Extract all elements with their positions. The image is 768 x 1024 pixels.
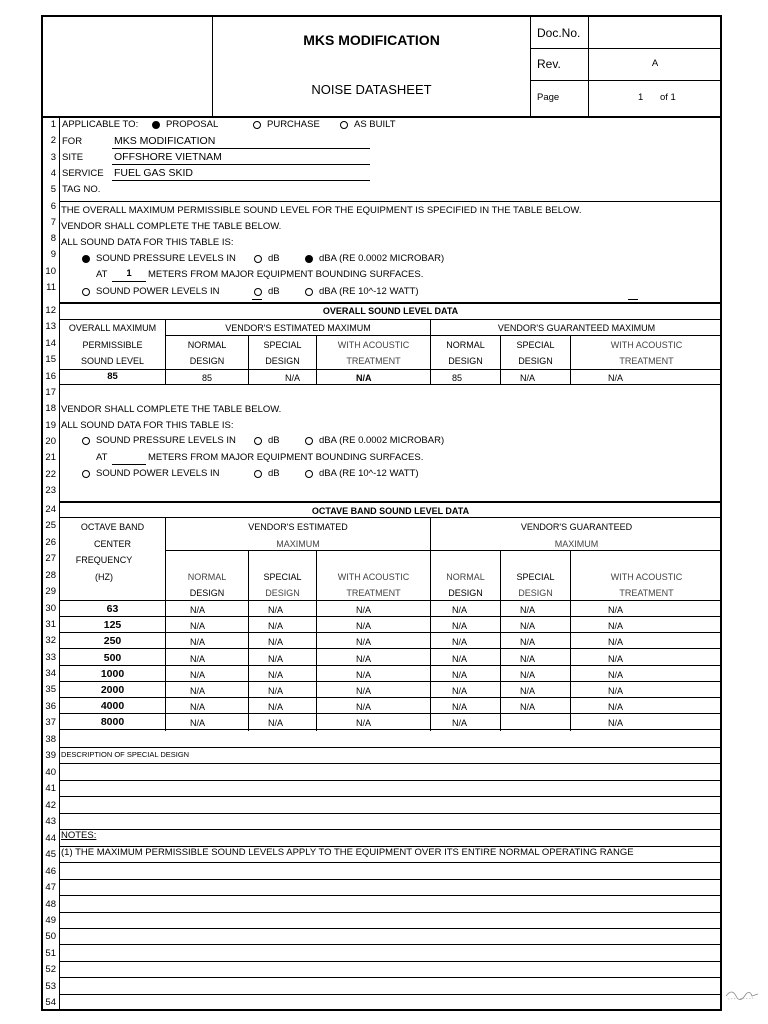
row-number: 20 <box>45 436 56 447</box>
row-number: 31 <box>45 619 56 630</box>
octave-band-value: 500 <box>103 651 122 664</box>
octave-cell-value[interactable]: N/A <box>520 702 536 713</box>
acoustic-header: TREATMENT <box>346 588 401 598</box>
octave-cell-value[interactable]: N/A <box>190 669 206 680</box>
db-radio[interactable] <box>254 255 262 263</box>
row-number: 44 <box>45 832 56 844</box>
row-number: 42 <box>45 799 56 811</box>
overall-value[interactable]: N/A <box>608 373 624 383</box>
db-radio-4[interactable] <box>254 470 262 478</box>
octave-cell-value[interactable]: N/A <box>268 718 284 729</box>
row-number: 9 <box>50 249 56 261</box>
row-number: 30 <box>45 603 56 614</box>
octave-row-line <box>59 681 722 682</box>
octave-row-line <box>59 713 722 714</box>
page-value: 1 <box>638 92 644 103</box>
row-number: 33 <box>45 652 56 663</box>
row-number: 35 <box>45 684 56 695</box>
doc-subtitle: NOISE DATASHEET <box>311 82 432 97</box>
octave-band-value: 250 <box>103 635 122 648</box>
dba-watt-radio-2[interactable] <box>305 470 313 478</box>
row-number: 50 <box>45 931 56 943</box>
row-number: 25 <box>45 520 56 531</box>
row-number: 47 <box>45 882 56 894</box>
row-number: 23 <box>45 485 56 496</box>
row-number: 14 <box>45 338 56 349</box>
octave-cell-value[interactable]: N/A <box>608 669 624 680</box>
db-label: dB <box>268 253 280 264</box>
header-divider <box>530 80 722 81</box>
octave-cell-value[interactable]: N/A <box>608 653 624 664</box>
acoustic-header: TREATMENT <box>619 588 674 598</box>
octave-cell-value[interactable]: N/A <box>190 702 206 713</box>
row-number: 29 <box>45 586 56 597</box>
db-radio-3[interactable] <box>254 437 262 445</box>
at-value[interactable]: 1 <box>126 268 132 279</box>
normal-design-header: DESIGN <box>189 588 225 598</box>
table-top-line <box>59 501 722 503</box>
statement-line-8: ALL SOUND DATA FOR THIS TABLE IS: <box>61 237 234 248</box>
row-number: 43 <box>45 816 56 828</box>
octave-band-value: 2000 <box>100 684 125 696</box>
row-number: 12 <box>45 305 56 316</box>
statement-line-7: VENDOR SHALL COMPLETE THE TABLE BELOW. <box>61 221 282 232</box>
row-number: 1 <box>50 119 56 130</box>
octave-cell-value[interactable]: N/A <box>452 605 468 615</box>
row-number: 6 <box>50 200 56 212</box>
octave-row-line <box>59 616 722 617</box>
octave-band-header: (HZ) <box>95 572 113 582</box>
signature-mark <box>722 984 762 1004</box>
octave-cell-value[interactable]: N/A <box>268 621 284 632</box>
table-line <box>59 517 722 518</box>
row-number: 13 <box>45 321 56 332</box>
overall-value[interactable]: N/A <box>356 373 372 383</box>
acoustic-header: WITH ACOUSTIC <box>337 572 410 582</box>
octave-cell-value[interactable]: N/A <box>190 637 206 648</box>
overall-value[interactable]: N/A <box>285 373 301 383</box>
proposal-radio[interactable] <box>152 121 160 129</box>
header-bottom-line <box>41 116 722 118</box>
special-design-label: DESCRIPTION OF SPECIAL DESIGN <box>61 750 190 759</box>
swl-label-2: SOUND POWER LEVELS IN <box>96 468 220 479</box>
octave-cell-value[interactable]: N/A <box>356 702 372 713</box>
notes-label: NOTES: <box>61 830 97 841</box>
octave-cell-value[interactable]: N/A <box>452 718 468 729</box>
at-label-2: AT <box>96 452 108 463</box>
header-divider <box>530 16 531 116</box>
octave-cell-value[interactable]: N/A <box>608 702 624 713</box>
row-number: 48 <box>45 898 56 910</box>
octave-band-header: OCTAVE BAND <box>80 522 145 532</box>
row-line <box>59 912 722 913</box>
overall-header: OVERALL MAXIMUM <box>68 323 157 333</box>
row-line <box>59 862 722 863</box>
table-line <box>59 369 722 370</box>
acoustic-header: TREATMENT <box>346 356 401 366</box>
row-number: 49 <box>45 914 56 926</box>
octave-cell-value[interactable]: N/A <box>520 637 536 648</box>
rev-label: Rev. <box>537 57 561 71</box>
vendor-estimated-header: VENDOR'S ESTIMATED MAXIMUM <box>225 323 371 333</box>
statement-line-18: VENDOR SHALL COMPLETE THE TABLE BELOW. <box>61 404 282 415</box>
dba-watt-radio[interactable] <box>305 288 313 296</box>
octave-cell-value[interactable]: N/A <box>356 686 372 696</box>
octave-cell-value[interactable]: N/A <box>356 669 372 680</box>
rev-value: A <box>651 58 659 69</box>
mark-line <box>252 299 262 300</box>
db-label-2: dB <box>268 286 280 297</box>
octave-cell-value[interactable]: N/A <box>268 702 284 713</box>
dba-micro-radio-2[interactable] <box>305 437 313 445</box>
octave-band-value: 125 <box>103 619 122 632</box>
octave-band-header: FREQUENCY <box>75 555 133 565</box>
as-built-radio[interactable] <box>340 121 348 129</box>
octave-cell-value[interactable]: N/A <box>520 653 536 664</box>
acoustic-header: WITH ACOUSTIC <box>337 340 410 350</box>
octave-cell-value[interactable]: N/A <box>190 621 206 632</box>
spl-radio[interactable] <box>82 255 90 263</box>
row-number: 53 <box>45 980 56 992</box>
special-design-header: SPECIAL <box>516 572 555 582</box>
acoustic-header: WITH ACOUSTIC <box>610 340 683 350</box>
spl-label-2: SOUND PRESSURE LEVELS IN <box>96 435 236 446</box>
normal-design-header: NORMAL <box>187 340 227 350</box>
octave-cell-value[interactable]: N/A <box>268 653 284 664</box>
dba-micro-radio[interactable] <box>305 255 313 263</box>
spl-radio-2[interactable] <box>82 437 90 445</box>
row-number: 36 <box>45 701 56 712</box>
row-line <box>59 813 722 814</box>
special-design-header: DESIGN <box>518 588 553 598</box>
octave-cell-value[interactable]: N/A <box>520 669 536 680</box>
vendor-estimated-header: MAXIMUM <box>276 539 320 549</box>
swl-radio-2[interactable] <box>82 470 90 478</box>
octave-band-value: 1000 <box>100 667 125 680</box>
header-divider <box>212 16 213 116</box>
octave-cell-value[interactable]: N/A <box>608 621 624 632</box>
octave-cell-value[interactable]: N/A <box>190 686 206 696</box>
octave-cell-value[interactable]: N/A <box>608 718 624 729</box>
tag-label: TAG NO. <box>62 184 101 195</box>
row-number: 7 <box>50 216 56 228</box>
acoustic-header: TREATMENT <box>619 356 674 366</box>
octave-band-value: 63 <box>106 603 119 615</box>
row-number: 17 <box>45 387 56 398</box>
octave-cell-value[interactable]: N/A <box>356 605 372 615</box>
row-number: 21 <box>45 452 56 463</box>
row-number: 38 <box>45 734 56 745</box>
vendor-guaranteed-header: MAXIMUM <box>554 539 599 549</box>
octave-cell-value[interactable]: N/A <box>190 718 206 729</box>
special-design-header: DESIGN <box>265 588 300 598</box>
octave-cell-value[interactable]: N/A <box>356 637 372 648</box>
statement-line-19: ALL SOUND DATA FOR THIS TABLE IS: <box>61 420 234 431</box>
octave-band-value: 4000 <box>100 700 125 713</box>
row-number: 2 <box>50 135 56 147</box>
row-number: 45 <box>45 849 56 861</box>
row-number: 10 <box>45 265 56 277</box>
row-number: 8 <box>50 233 56 245</box>
row-number: 34 <box>45 668 56 679</box>
overall-value[interactable]: N/A <box>520 373 536 383</box>
normal-design-header: NORMAL <box>446 340 485 350</box>
octave-cell-value[interactable]: N/A <box>452 686 468 696</box>
db-label-4: dB <box>268 468 280 479</box>
octave-cell-value[interactable]: N/A <box>452 653 468 664</box>
octave-band-header: CENTER <box>93 539 131 549</box>
row-number: 16 <box>45 371 56 382</box>
overall-header: SOUND LEVEL <box>80 356 145 366</box>
service-label: SERVICE <box>62 168 104 179</box>
dba-watt-label: dBA (RE 10^-12 WATT) <box>319 286 419 297</box>
row-line <box>59 796 722 797</box>
meters-label-2: METERS FROM MAJOR EQUIPMENT BOUNDING SURFACES. <box>148 452 424 463</box>
row-line <box>59 763 722 764</box>
table-top-line <box>59 302 722 304</box>
normal-design-header: DESIGN <box>189 356 225 366</box>
row-line <box>59 829 722 830</box>
row-number: 4 <box>50 167 56 179</box>
octave-row-line <box>59 632 722 633</box>
overall-header: PERMISSIBLE <box>82 340 143 350</box>
as-built-label: AS BUILT <box>354 119 396 130</box>
swl-radio[interactable] <box>82 288 90 296</box>
meters-label: METERS FROM MAJOR EQUIPMENT BOUNDING SURFACES. <box>148 269 424 280</box>
overall-value[interactable]: 85 <box>452 373 463 383</box>
row-number: 26 <box>45 537 56 548</box>
special-design-header: DESIGN <box>518 356 553 366</box>
row-line <box>59 961 722 962</box>
octave-table-title: OCTAVE BAND SOUND LEVEL DATA <box>311 506 470 516</box>
octave-cell-value[interactable]: N/A <box>268 669 284 680</box>
row-number: 19 <box>45 420 56 431</box>
row-line <box>59 928 722 929</box>
note-1: (1) THE MAXIMUM PERMISSIBLE SOUND LEVELS APPLY TO THE EQUIPMENT OVER ITS ENTIRE NORMAL OPERATING RANGE <box>61 847 634 858</box>
vendor-guaranteed-header: VENDOR'S GUARANTEED MAXIMUM <box>497 323 656 333</box>
row-number: 28 <box>45 570 56 581</box>
octave-cell-value[interactable]: N/A <box>520 605 536 615</box>
site-underline <box>112 164 370 165</box>
doc-no-label: Doc.No. <box>537 26 581 40</box>
page-label: Page <box>537 92 560 103</box>
special-design-header: SPECIAL <box>516 340 555 350</box>
row-number: 46 <box>45 865 56 877</box>
row-number: 11 <box>46 282 56 293</box>
vendor-estimated-header: VENDOR'S ESTIMATED <box>248 522 348 532</box>
row-number: 22 <box>45 469 56 480</box>
octave-cell-value[interactable]: N/A <box>356 621 372 632</box>
row-number: 51 <box>45 947 56 959</box>
doc-title: MKS MODIFICATION <box>303 32 440 48</box>
acoustic-header: WITH ACOUSTIC <box>610 572 683 582</box>
overall-value[interactable]: 85 <box>202 373 213 383</box>
table-line <box>59 384 722 385</box>
special-design-header: SPECIAL <box>263 340 302 350</box>
section-divider <box>59 201 722 202</box>
row-number: 24 <box>45 504 56 515</box>
octave-cell-value[interactable]: N/A <box>608 637 624 648</box>
row-number: 32 <box>45 635 56 646</box>
row-number: 27 <box>45 553 56 564</box>
mark-line <box>628 299 638 300</box>
for-value[interactable]: MKS MODIFICATION <box>114 135 216 147</box>
special-design-header: DESIGN <box>265 356 300 366</box>
octave-cell-value[interactable]: N/A <box>268 605 284 615</box>
db-radio-2[interactable] <box>254 288 262 296</box>
octave-row-line <box>59 648 722 649</box>
applicable-label: APPLICABLE TO: <box>62 119 139 130</box>
octave-cell-value[interactable]: N/A <box>268 637 284 648</box>
octave-cell-value[interactable]: N/A <box>520 686 536 696</box>
special-design-header: SPECIAL <box>263 572 302 582</box>
octave-cell-value[interactable]: N/A <box>268 686 284 696</box>
octave-cell-value[interactable]: N/A <box>608 686 624 696</box>
row-number: 40 <box>45 766 56 778</box>
octave-cell-value[interactable]: N/A <box>520 621 536 632</box>
normal-design-header: DESIGN <box>448 356 483 366</box>
spl-label: SOUND PRESSURE LEVELS IN <box>96 253 236 264</box>
proposal-label: PROPOSAL <box>166 119 219 130</box>
page-of: of 1 <box>660 92 676 103</box>
site-value[interactable]: OFFSHORE VIETNAM <box>114 151 222 163</box>
service-value[interactable]: FUEL GAS SKID <box>114 167 193 179</box>
octave-cell-value[interactable]: N/A <box>452 637 468 648</box>
row-number: 37 <box>45 717 56 728</box>
at-underline <box>112 281 146 282</box>
row-number: 52 <box>45 964 56 976</box>
header-divider <box>530 48 722 49</box>
octave-row-line <box>59 665 722 666</box>
octave-band-value: 8000 <box>100 716 125 729</box>
row-number: 54 <box>45 997 56 1009</box>
overall-value[interactable]: 85 <box>107 371 118 382</box>
overall-table-title: OVERALL SOUND LEVEL DATA <box>322 306 459 316</box>
row-number: 5 <box>50 184 56 196</box>
normal-design-header: DESIGN <box>448 588 483 598</box>
row-number: 39 <box>45 750 56 762</box>
db-label-3: dB <box>268 435 280 446</box>
octave-cell-value[interactable]: N/A <box>452 669 468 680</box>
octave-cell-value[interactable]: N/A <box>190 605 206 615</box>
row-line <box>59 895 722 896</box>
for-underline <box>112 148 370 149</box>
row-line <box>59 747 722 748</box>
purchase-label: PURCHASE <box>267 119 320 130</box>
at-underline-2 <box>112 464 146 465</box>
row-number: 3 <box>50 151 56 163</box>
at-label: AT <box>96 269 108 280</box>
row-line <box>59 879 722 880</box>
normal-design-header: NORMAL <box>446 572 485 582</box>
dba-micro-label: dBA (RE 0.0002 MICROBAR) <box>319 253 445 264</box>
swl-label: SOUND POWER LEVELS IN <box>96 286 220 297</box>
octave-cell-value[interactable]: N/A <box>452 702 468 713</box>
service-underline <box>112 180 370 181</box>
row-line <box>59 994 722 995</box>
octave-cell-value[interactable]: N/A <box>356 718 372 729</box>
dba-watt-label-2: dBA (RE 10^-12 WATT) <box>319 468 419 479</box>
row-number: 15 <box>45 354 56 365</box>
site-label: SITE <box>62 152 84 163</box>
normal-design-header: NORMAL <box>187 572 227 582</box>
row-line <box>59 944 722 945</box>
octave-cell-value[interactable]: N/A <box>452 621 468 632</box>
row-number: 18 <box>45 403 56 414</box>
octave-row-line <box>59 697 722 698</box>
purchase-radio[interactable] <box>253 121 261 129</box>
row-number: 41 <box>45 783 56 795</box>
octave-cell-value[interactable]: N/A <box>608 605 624 615</box>
octave-cell-value[interactable]: N/A <box>190 653 206 664</box>
dba-micro-label-2: dBA (RE 0.0002 MICROBAR) <box>319 435 445 446</box>
row-line <box>59 780 722 781</box>
octave-cell-value[interactable]: N/A <box>356 653 372 664</box>
vendor-guaranteed-header: VENDOR'S GUARANTEED <box>520 522 633 532</box>
octave-row-line <box>59 729 722 730</box>
for-label: FOR <box>62 136 83 147</box>
row-line <box>59 977 722 978</box>
table-line <box>59 600 722 601</box>
statement-line-6: THE OVERALL MAXIMUM PERMISSIBLE SOUND LEVEL FOR THE EQUIPMENT IS SPECIFIED IN THE TABLE BELOW. <box>61 205 582 216</box>
table-line <box>59 319 722 320</box>
